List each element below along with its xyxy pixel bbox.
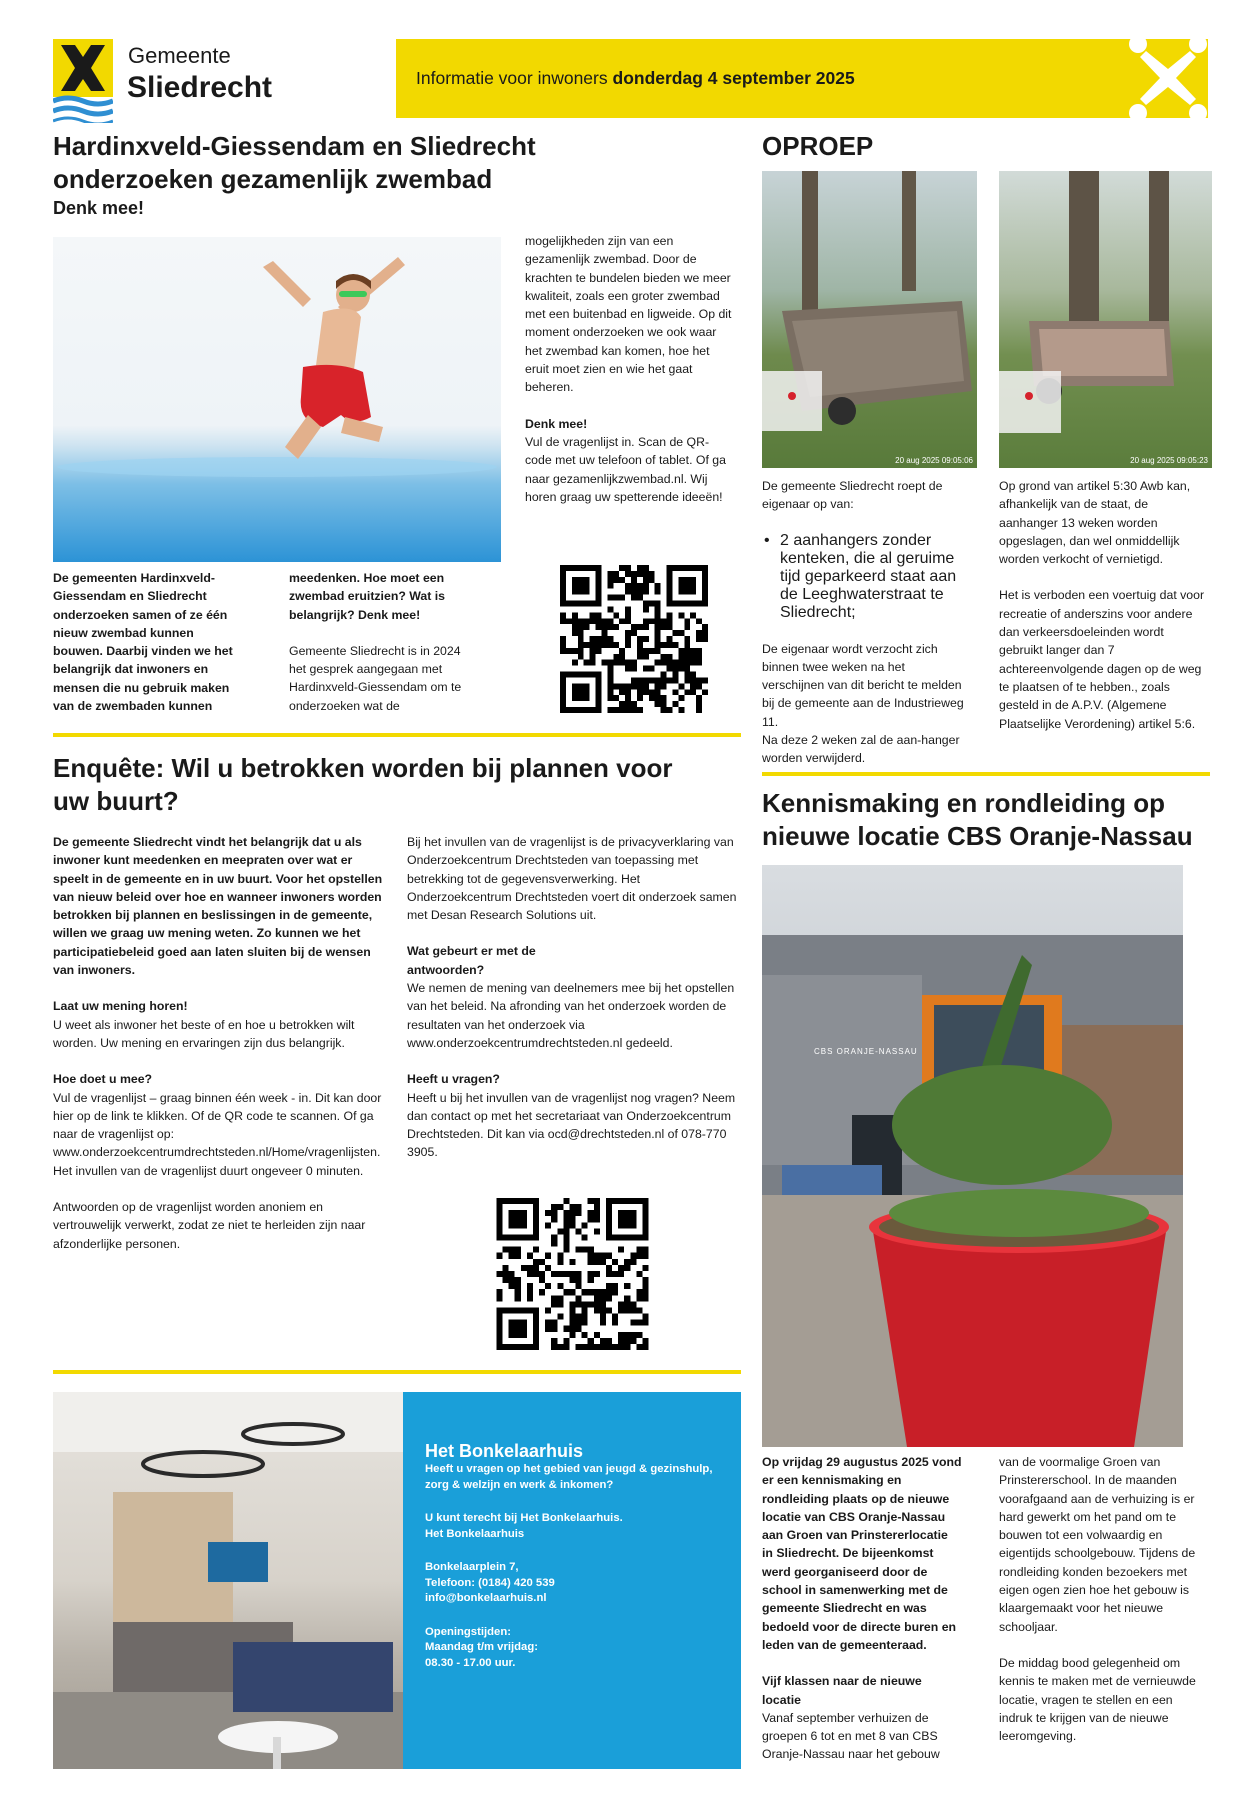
oproep-left-p1: De gemeente Sliedrecht roept de eigenaar op van:	[762, 479, 943, 512]
trailer-illustration	[762, 171, 977, 468]
oproep-bullet-list	[762, 532, 967, 622]
enquete-p1: U weet als inwoner het beste of en hoe u betrokken wilt worden. Uw mening en ervaringen zijn dus belangrijk.	[53, 1017, 355, 1050]
zwembad-title: Hardinxveld-Giessendam en Sliedrecht onderzoeken gezamenlijk zwembad	[53, 131, 536, 194]
bonkelaar-address: Bonkelaarplein 7,	[425, 1561, 519, 1573]
banner-text	[416, 68, 855, 89]
oproep-photo-1	[762, 171, 977, 468]
zwembad-col3	[525, 232, 735, 506]
oproep-bullet-item: • 2 aanhangers zonder kenteken, die al geruime tijd geparkeerd staat aan de Leeghwaterstraat te Sliedrecht;	[762, 532, 967, 622]
kennis-right-p1: van de voormalige Groen van Prinstererschool. In de maanden voorafgaand aan de verhuizing is er hard gewerkt om het pand om te bouwen tot een volwaardig en eigentijds schoolgebouw. Tijdens de rondleiding konden bezoekers met eigen ogen zien hoe het gebouw is klaargemaakt voor het nieuwe schooljaar.	[999, 1455, 1196, 1634]
bonkelaar-title: Het Bonkelaarhuis	[425, 1441, 584, 1461]
org-name-line1: Gemeente	[128, 43, 231, 68]
oproep-right-p2: Het is verboden een voertuig dat voor recreatie of anderszins voor andere dan verkeersdoeleinden wordt gebruikt langer dan 7 achtereenvolgende dagen op de weg te plaatsen of te hebben., zoals gesteld in de A.P.V. (Algemene Plaatselijke Verordening) artikel 5:6.	[999, 588, 1205, 731]
logo	[53, 39, 113, 123]
divider-enquete	[53, 1370, 741, 1374]
header-banner	[396, 39, 1208, 118]
divider-oproep	[762, 772, 1210, 776]
bonkelaar-intro: Heeft u vragen op het gebied van jeugd & gezinshulp, zorg & welzijn en werk & inkomen?	[425, 1463, 713, 1491]
oproep-right-p1: Op grond van artikel 5:30 Awb kan, afhankelijk van de staat, de aanhanger 13 weken worden opgeslagen, dan wel onmiddellijk worden verkocht of vernietigd.	[999, 479, 1191, 567]
pattern-icon	[1128, 39, 1208, 118]
oproep-photo-2	[999, 171, 1212, 468]
oproep-photo-1-stamp: 20 aug 2025 09:05:06	[895, 456, 973, 465]
oproep-left-col	[762, 477, 967, 768]
enquete-h1: Laat uw mening horen!	[53, 999, 188, 1014]
banner-prefix: Informatie voor inwoners	[416, 68, 608, 88]
enquete-h2: Hoe doet u mee?	[53, 1072, 153, 1087]
enquete-qr-code[interactable]	[495, 1198, 650, 1350]
zwembad-col3-p1: mogelijkheden zijn van een gezamenlijk zwembad. Door de krachten te bundelen bieden we meer kwaliteit, zoals een groter zwembad met een buitenbad en ligweide. Op dit moment onderzoeken we ook waar het zwembad kan komen, hoe het eruit moet zien en wie het gaat beheren.	[525, 234, 732, 395]
gemeente-crest-icon	[53, 39, 113, 123]
kennis-left-head: Vijf klassen naar de nieuwe locatie	[762, 1674, 922, 1707]
bonkelaar-hours-time: 08.30 - 17.00 uur.	[425, 1656, 516, 1669]
zwembad-col2-p2: Gemeente Sliedrecht is in 2024 het gesprek aangegaan met Hardinxveld-Giessendam om te onderzoeken wat de	[289, 643, 462, 713]
bonkelaar-p1: U kunt terecht bij Het Bonkelaarhuis.	[425, 1512, 623, 1524]
oproep-photo-2-stamp: 20 aug 2025 09:05:23	[1130, 456, 1208, 465]
reception-illustration	[53, 1392, 403, 1769]
jumping-boy-illustration	[53, 237, 501, 562]
enquete-p2: Vul de vragenlijst – graag binnen één week - in. Dit kan door hier op de link te klikken. Of de QR code te scannen. Of ga naar de vragenlijst op: www.onderzoekcentrumdrechtsteden.nl/Home/vragenlijsten. Het invullen van de vragenlijst duurt ongeveer 0 minuten.	[53, 1090, 382, 1178]
zwembad-qr-code[interactable]	[558, 565, 710, 713]
kennis-photo	[762, 865, 1183, 1447]
enquete-r2: We nemen de mening van deelnemers mee bij het opstellen van het beleid. Na afronding van het onderzoek worden de resultaten van het onderzoek via www.onderzoekcentrumdrechtsteden.nl gedeeld.	[407, 981, 735, 1050]
kennis-left-p1: Op vrijdag 29 augustus 2025 vond er een kennismaking en rondleiding plaats op de nieuwe locatie van CBS Oranje-Nassau aan Groen van Prinstererlocatie in Sliedrecht. De bijeenkomst werd georganiseerd door de school in samenwerking met de gemeente Sliedrecht en was bedoeld voor de directe buren en leden van de gemeenteraad.	[762, 1455, 962, 1652]
enquete-p3: Antwoorden op de vragenlijst worden anoniem en vertrouwelijk verwerkt, zodat ze niet te herleiden zijn naar afzonderlijke personen.	[53, 1200, 366, 1251]
kennis-left-p2: Vanaf september verhuizen de groepen 6 tot en met 8 van CBS Oranje-Nassau naar het gebouw	[762, 1710, 940, 1762]
enquete-right-col	[407, 833, 737, 1162]
kennis-right-col	[999, 1453, 1209, 1745]
enquete-r1: Bij het invullen van de vragenlijst is de privacyverklaring van Onderzoekcentrum Drechtsteden van toepassing met betrekking tot de gegevensverwerking. Het Onderzoekcentrum Drechtsteden voert dit onderzoek samen met Desan Research Solutions uit.	[407, 835, 737, 923]
enquete-rh2: Wat gebeurt er met de antwoorden?	[407, 944, 536, 977]
school-sign: CBS ORANJE-NASSAU	[814, 1047, 918, 1056]
enquete-rh3: Heeft u vragen?	[407, 1072, 500, 1087]
zwembad-col1: De gemeenten Hardinxveld-Giessendam en Sliedrecht onderzoeken samen of ze één nieuw zwembad kunnen bouwen. Daarbij vinden we het belangrijk dat inwoners en mensen die nu gebruik maken van de zwembaden kunnen	[53, 571, 233, 714]
enquete-title: Enquête: Wil u betrokken worden bij plannen voor uw buurt?	[53, 753, 673, 816]
enquete-left-col	[53, 833, 383, 1253]
school-illustration	[762, 865, 1183, 1447]
kennis-left-col	[762, 1453, 962, 1764]
zwembad-col3-p2: Vul de vragenlijst in. Scan de QR-code met uw telefoon of tablet. Of ga naar gezamenlijkzwembad.nl. Wij horen graag uw spetterende ideeën!	[525, 434, 726, 504]
zwembad-photo	[53, 237, 501, 562]
trailer-illustration-2	[999, 171, 1212, 468]
bonkelaar-p1b: Het Bonkelaarhuis	[425, 1527, 525, 1540]
bonkelaar-photo	[53, 1392, 403, 1769]
zwembad-subtitle: Denk mee!	[53, 198, 145, 218]
bonkelaar-hours-days: Maandag t/m vrijdag:	[425, 1641, 538, 1653]
divider-zwembad	[53, 733, 741, 737]
bonkelaar-phone[interactable]: Telefoon: (0184) 420 539	[425, 1576, 555, 1589]
oproep-left-p3: Na deze 2 weken zal de aan-hanger worden verwijderd.	[762, 733, 960, 766]
org-name-line2: Sliedrecht	[127, 71, 273, 104]
zwembad-col2-p1: meedenken. Hoe moet een zwembad eruitzien? Wat is belangrijk? Denk mee!	[289, 571, 446, 622]
zwembad-col2	[289, 569, 479, 715]
zwembad-col3-head: Denk mee!	[525, 416, 588, 431]
bonkelaar-email[interactable]: info@bonkelaarhuis.nl	[425, 1592, 547, 1604]
banner-date: donderdag 4 september 2025	[612, 68, 855, 88]
bonkelaar-hours-head: Openingstijden:	[425, 1625, 511, 1638]
oproep-left-p2: De eigenaar wordt verzocht zich binnen twee weken na het verschijnen van dit bericht te melden bij de gemeente aan de Industrieweg 11.	[762, 641, 964, 729]
kennis-right-p2: De middag bood gelegenheid om kennis te maken met de vernieuwde locatie, vragen te stellen en een indruk te krijgen van de nieuwe leeromgeving.	[999, 1655, 1196, 1744]
enquete-r3: Heeft u bij het invullen van de vragenlijst nog vragen? Neem dan contact op met het secretariaat van Onderzoekcentrum Drechtsteden. Dit kan via ocd@drechtsteden.nl of 078-770 3905.	[407, 1090, 736, 1160]
kennis-title: Kennismaking en rondleiding op nieuwe locatie CBS Oranje-Nassau	[762, 788, 1193, 851]
bonkelaar-box	[403, 1392, 741, 1769]
oproep-title: OPROEP	[762, 131, 874, 161]
oproep-right-col	[999, 477, 1209, 733]
enquete-intro: De gemeente Sliedrecht vindt het belangrijk dat u als inwoner kunt meedenken en meepraten over wat er speelt in de gemeente en in uw buurt. Voor het opstellen van nieuw beleid over hoe en wanneer inwoners worden betrokken bij plannen en beslissingen in de gemeente, willen we graag uw mening weten. Zo kunnen we het participatiebeleid goed aan laten sluiten bij de wensen van inwoners.	[53, 835, 383, 978]
